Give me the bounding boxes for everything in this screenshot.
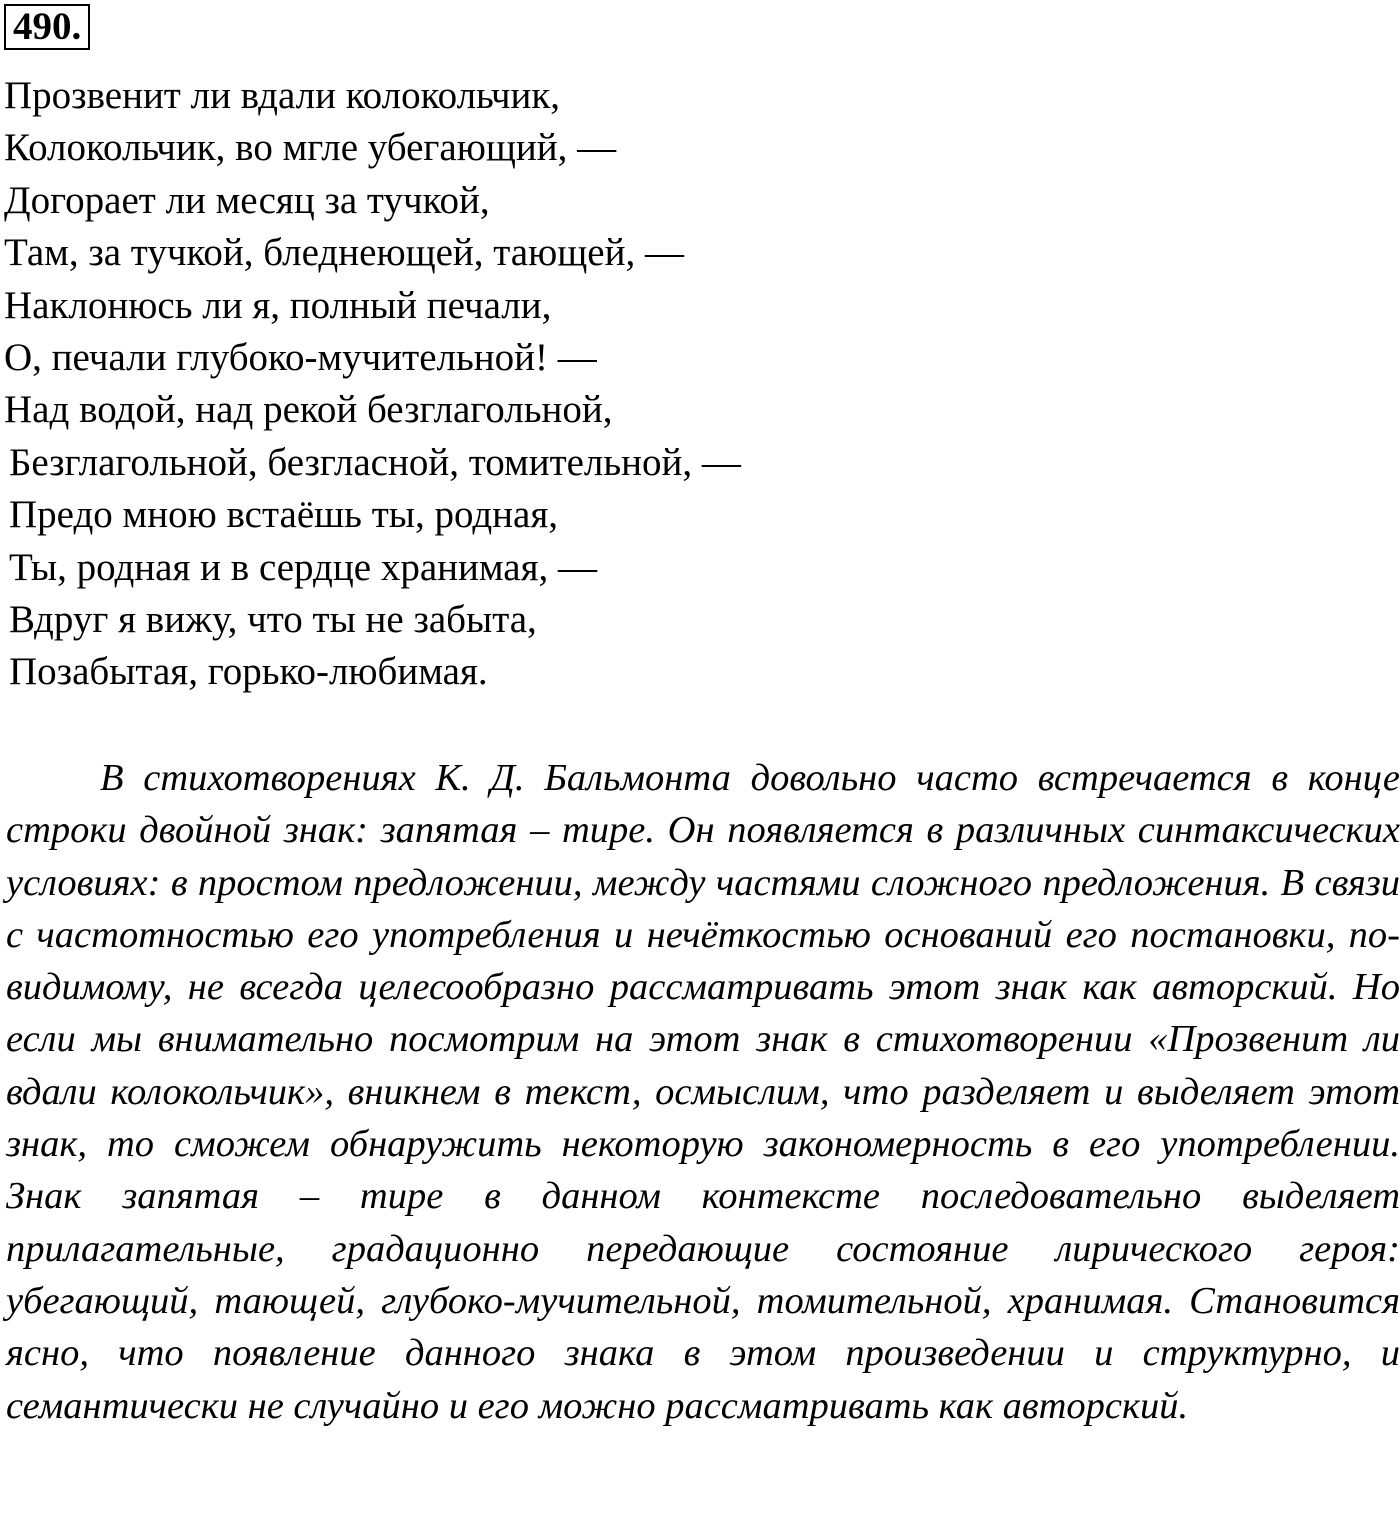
exercise-number: 490.	[4, 4, 90, 50]
poem-line: Предо мною встаёшь ты, родная,	[9, 493, 559, 537]
poem-line: Вдруг я вижу, что ты не забыта,	[9, 597, 537, 641]
poem-line: Над водой, над рекой безглагольной,	[4, 388, 613, 432]
poem-line: Там, за тучкой, бледнеющей, тающей, —	[4, 231, 684, 275]
poem-line: Безглагольной, безгласной, томительной, —	[9, 440, 741, 484]
poem-line: Ты, родная и в сердце хранимая, —	[9, 545, 598, 589]
poem-line: Наклонюсь ли я, полный печали,	[4, 283, 552, 327]
poem-line: Догорает ли месяц за тучкой,	[4, 178, 490, 222]
commentary-paragraph: В стихотворениях К. Д. Бальмонта довольно часто встречается в конце строки двойной знак: запятая – тире. Он появляется в различных синтаксических условиях: в простом предложении, между частями сложного предложения. В связи с частотностью его употребления и нечёткостью оснований его постановки, по-видимому, не всегда целесообразно рассматривать этот знак как авторский. Но если мы внимательно посмотрим на этот знак в стихотворении «Прозвенит ли вдали колокольчик», вникнем в текст, осмыслим, что разделяет и выделяет этот знак, то сможем обнаружить некоторую закономерность в его употреблении. Знак запятая – тире в данном контексте последовательно выделяет прилагательные, градационно передающие состояние лирического героя: убегающий, тающей, глубоко-мучительной, томительной, хранимая. Становится ясно, что появление данного знака в этом произведении и структурно, и семантически не случайно и его можно рассматривать как авторский.	[6, 757, 1400, 1427]
poem-line: Колокольчик, во мгле убегающий, —	[4, 126, 617, 170]
poem-line: Позабытая, горько-любимая.	[9, 650, 488, 694]
poem-line: Прозвенит ли вдали колокольчик,	[4, 74, 561, 117]
poem	[4, 70, 1394, 699]
poem-line: О, печали глубоко-мучительной! —	[4, 335, 597, 379]
